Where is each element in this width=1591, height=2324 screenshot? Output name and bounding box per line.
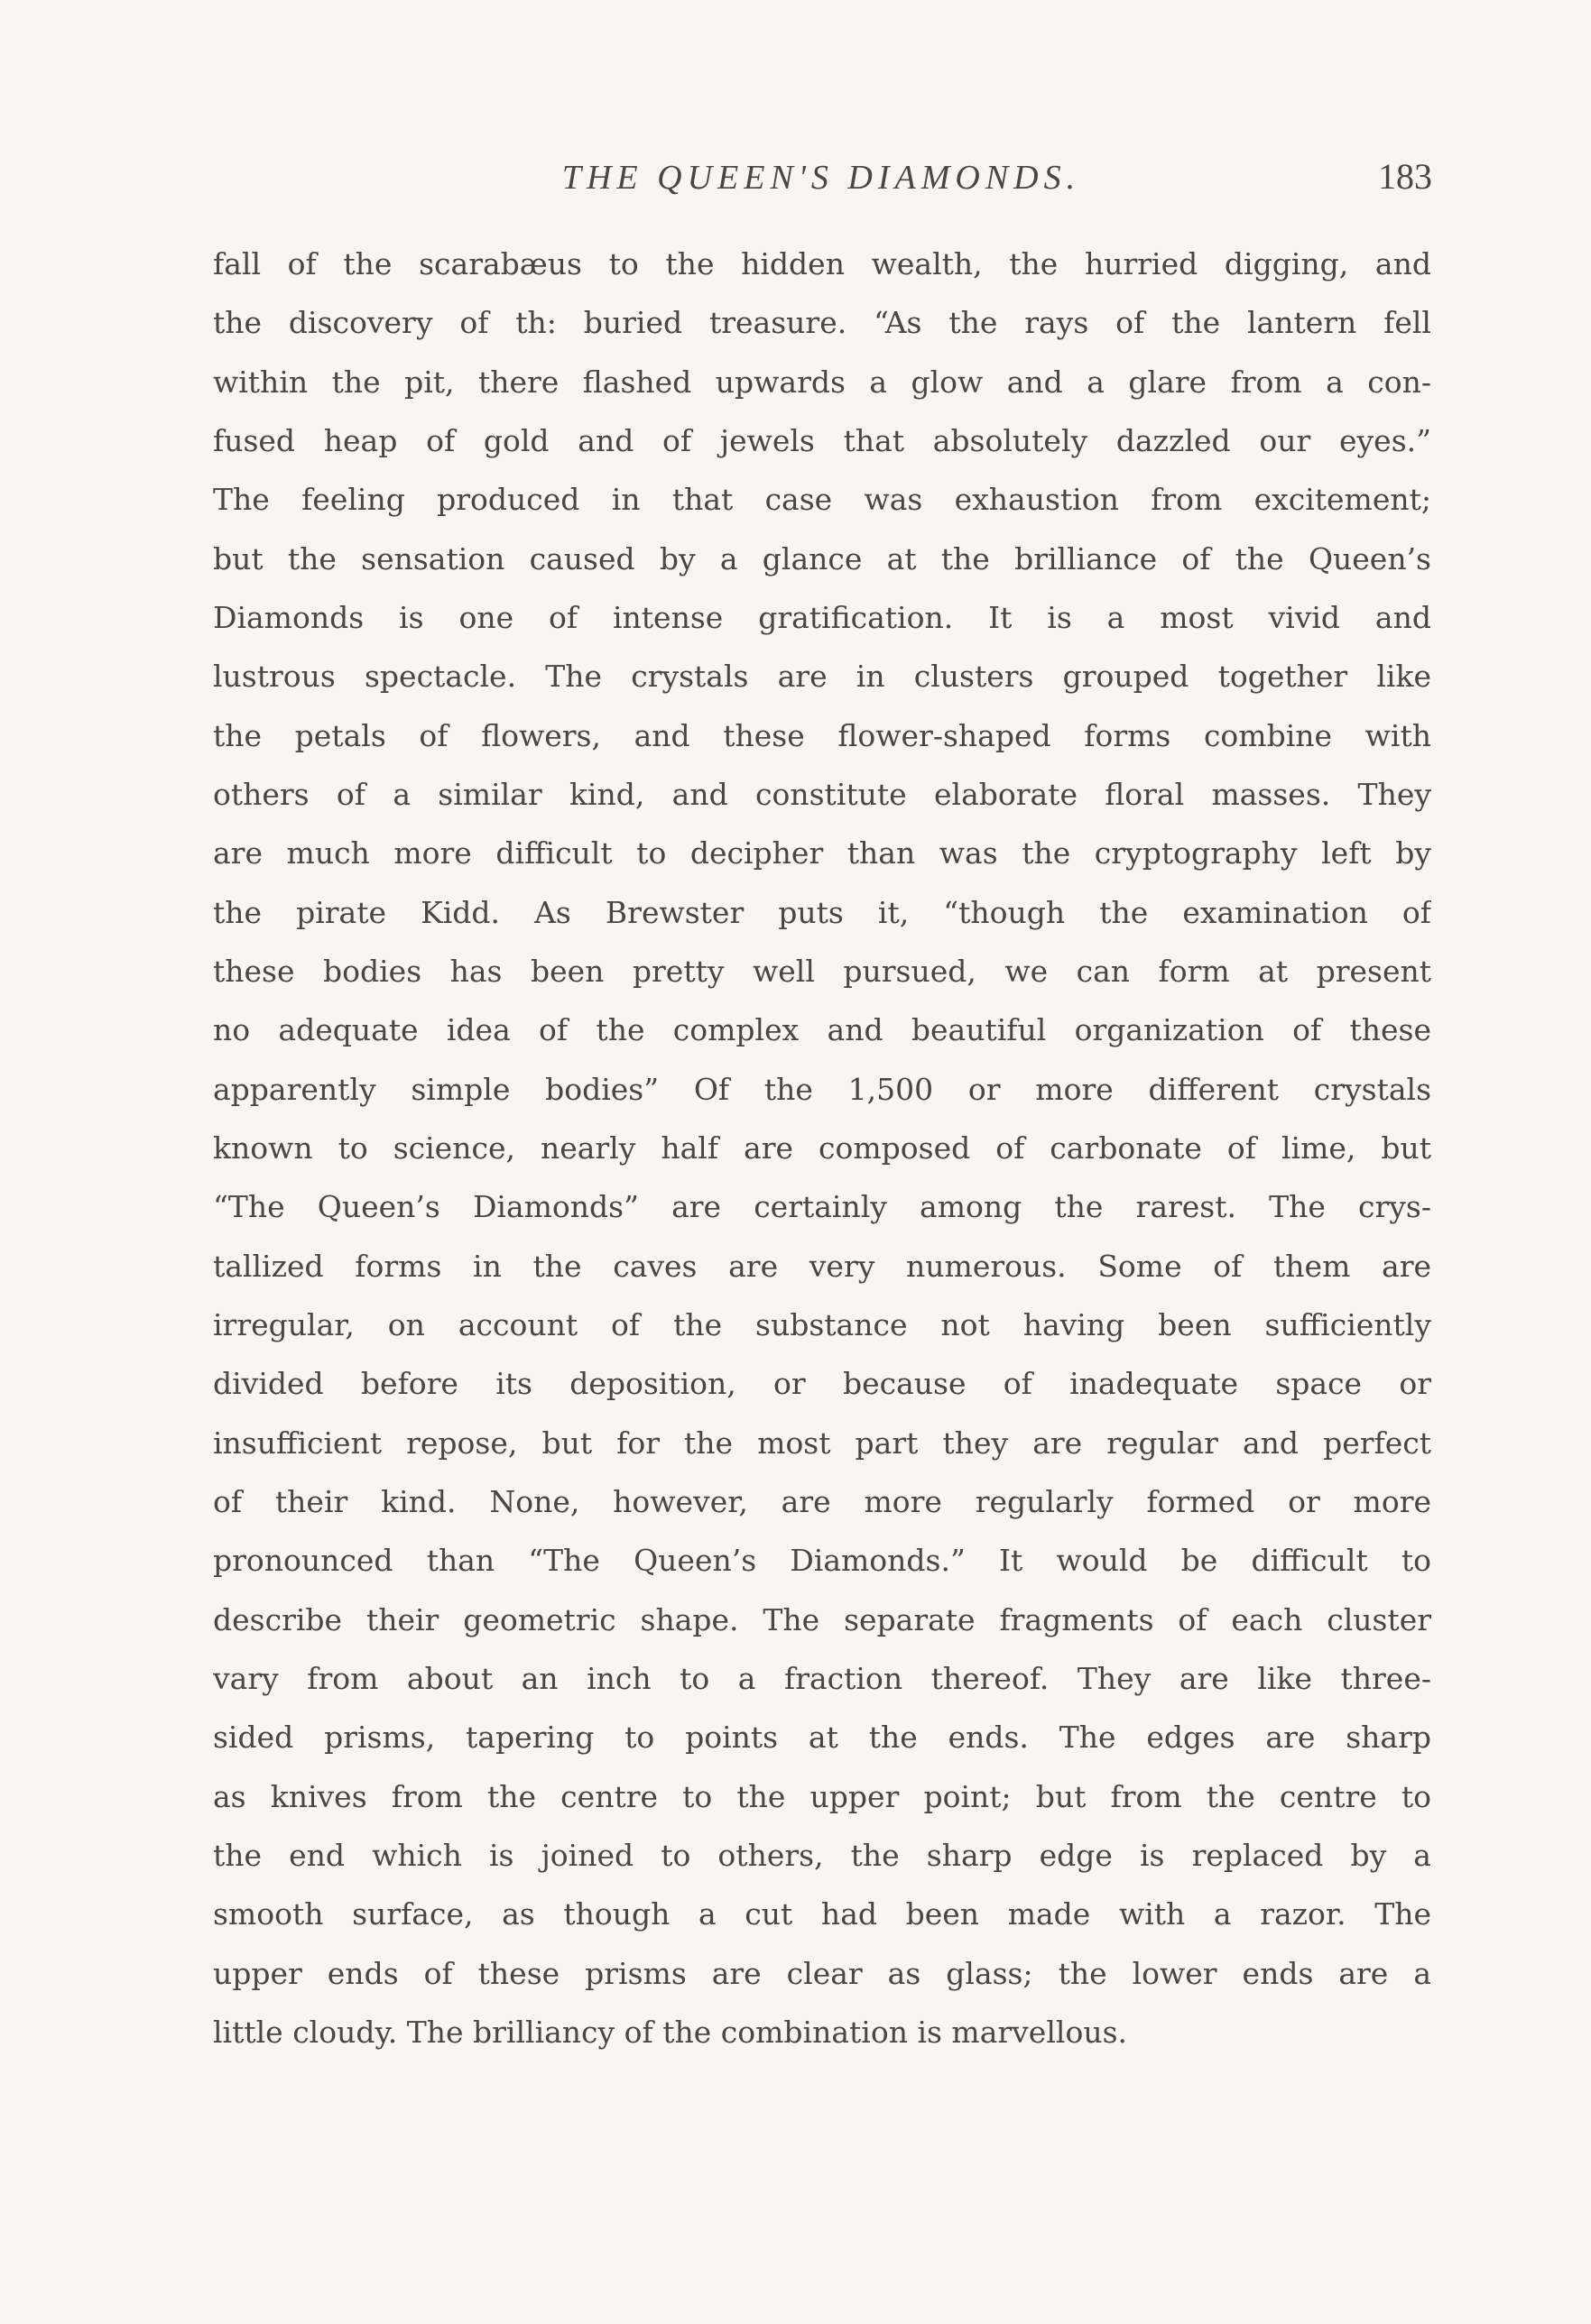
text-line: lustrous spectacle. The crystals are in clusters grouped together like	[213, 659, 1431, 695]
text-line: the end which is joined to others, the sharp edge is replaced by a	[213, 1837, 1431, 1873]
body-text	[213, 235, 1431, 2061]
text-line: “The Queen’s Diamonds” are certainly among the rarest. The crys-	[213, 1189, 1431, 1225]
text-line: vary from about an inch to a fraction thereof. They are like three-	[213, 1660, 1431, 1696]
text-line: irregular, on account of the substance not having been sufficiently	[213, 1306, 1431, 1342]
text-line: but the sensation caused by a glance at the brilliance of the Queen’s	[213, 540, 1431, 576]
text-line: pronounced than “The Queen’s Diamonds.” It would be difficult to	[213, 1543, 1431, 1579]
text-line: fused heap of gold and of jewels that absolutely dazzled our eyes.”	[213, 422, 1431, 458]
text-line: the discovery of th: buried treasure. “As the rays of the lantern fell	[213, 305, 1431, 341]
text-line: The feeling produced in that case was exhaustion from excitement;	[213, 482, 1431, 518]
text-line: the petals of flowers, and these flower-shaped forms combine with	[213, 717, 1431, 753]
text-line: tallized forms in the caves are very numerous. Some of them are	[213, 1248, 1431, 1284]
text-line: fall of the scarabæus to the hidden wealth, the hurried digging, and	[213, 246, 1431, 281]
text-line: divided before its deposition, or because of inadequate space or	[213, 1366, 1431, 1402]
text-line: insufficient repose, but for the most part they are regular and perfect	[213, 1425, 1431, 1461]
text-line: are much more difficult to decipher than was the cryptography left by	[213, 835, 1431, 872]
text-line: others of a similar kind, and constitute elaborate floral masses. They	[213, 776, 1431, 812]
page-number: 183	[1378, 156, 1432, 197]
running-title: THE QUEEN'S DIAMONDS.	[561, 159, 1081, 197]
text-line: as knives from the centre to the upper point; but from the centre to	[213, 1778, 1431, 1814]
text-line: smooth surface, as though a cut had been made with a razor. The	[213, 1896, 1431, 1932]
text-line: known to science, nearly half are composed of carbonate of lime, but	[213, 1130, 1431, 1166]
text-line: these bodies has been pretty well pursued, we can form at present	[213, 953, 1431, 989]
text-line: no adequate idea of the complex and beautiful organization of these	[213, 1012, 1431, 1048]
text-line: within the pit, there flashed upwards a glow and a glare from a con-	[213, 364, 1431, 400]
text-line: upper ends of these prisms are clear as glass; the lower ends are a	[213, 1955, 1431, 1991]
text-line: apparently simple bodies” Of the 1,500 or more different crystals	[213, 1071, 1431, 1107]
text-line: the pirate Kidd. As Brewster puts it, “though the examination of	[213, 894, 1431, 930]
text-line: sided prisms, tapering to points at the ends. The edges are sharp	[213, 1720, 1431, 1756]
text-line: describe their geometric shape. The separate fragments of each cluster	[213, 1601, 1431, 1637]
text-line: Diamonds is one of intense gratification. It is a most vivid and	[213, 599, 1431, 635]
text-line: little cloudy. The brilliancy of the combination is marvellous.	[213, 2014, 1127, 2050]
text-line: of their kind. None, however, are more regularly formed or more	[213, 1483, 1431, 1519]
